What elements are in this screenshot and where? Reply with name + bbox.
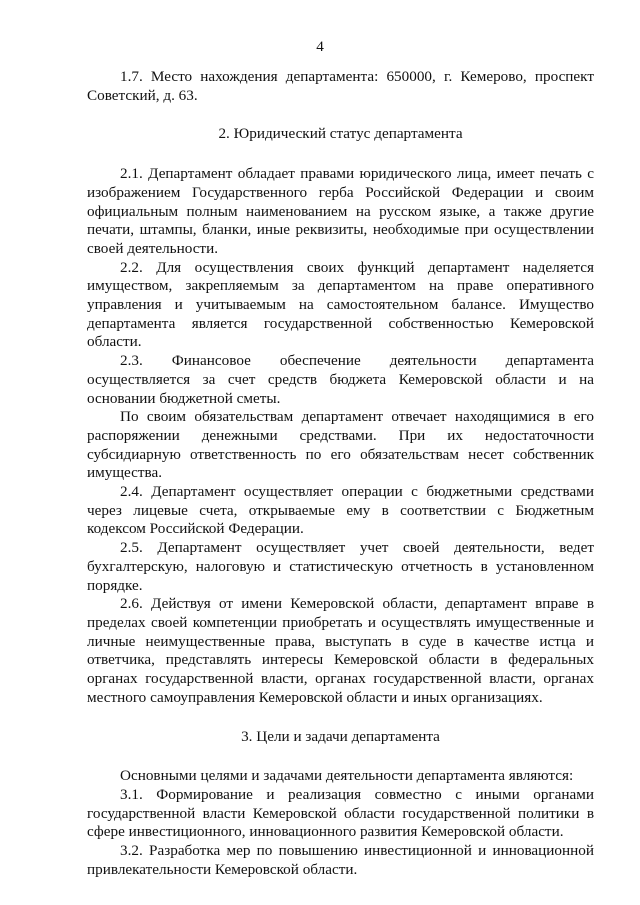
paragraph-2-3: 2.3. Финансовое обеспечение деятельности департамента осуществляется за счет средств бюджета Кемеровской области и на основании бюджетной сметы. xyxy=(87,352,594,407)
paragraph-2-2: 2.2. Для осуществления своих функций департамент наделяется имуществом, закрепляемым за департаментом на праве оперативного управления и учитываемым на самостоятельном балансе. Имущество департамента является государственной собственностью Кемеровской области. xyxy=(87,258,594,351)
section-2-heading: 2. Юридический статус департамента xyxy=(218,125,463,143)
section-3-heading: 3. Цели и задачи департамента xyxy=(241,727,440,745)
paragraph-1-7: 1.7. Место нахождения департамента: 650000, г. Кемерово, проспект Советский, д. 63. xyxy=(87,68,594,104)
paragraph-3-2: 3.2. Разработка мер по повышению инвестиционной и инновационной привлекательности Кемеровской области. xyxy=(87,842,594,878)
paragraph-2-4: 2.4. Департамент осуществляет операции с бюджетными средствами через лицевые счета, открываемые ему в соответствии с Бюджетным кодексом Российской Федерации. xyxy=(87,483,594,538)
page-number: 4 xyxy=(316,38,324,55)
paragraph-2-3-liability: По своим обязательствам департамент отвечает находящимися в его распоряжении денежными средствами. При их недостаточности субсидиарную ответственность по его обязательствам несет собственник имущества. xyxy=(87,408,594,482)
paragraph-3-intro: Основными целями и задачами деятельности департамента являются: xyxy=(120,767,574,785)
paragraph-2-1: 2.1. Департамент обладает правами юридического лица, имеет печать с изображением Государственного герба Российской Федерации и своим официальным полным наименованием на русском языке, а также другие печати, штампы, бланки, иные реквизиты, необходимые при осуществлении своей деятельности. xyxy=(87,165,594,257)
document-body xyxy=(87,68,594,879)
paragraph-3-1: 3.1. Формирование и реализация совместно с иными органами государственной власти Кемеровской области государственной политики в сфере инвестиционного, инновационного развития Кемеровской области. xyxy=(87,785,594,841)
paragraph-2-5: 2.5. Департамент осуществляет учет своей деятельности, ведет бухгалтерскую, налоговую и статистическую отчетность в установленном порядке. xyxy=(87,539,594,594)
paragraph-2-6: 2.6. Действуя от имени Кемеровской области, департамент вправе в пределах своей компетенции приобретать и осуществлять имущественные и личные неимущественные права, выступать в суде в качестве истца и ответчика, представлять интересы Кемеровской области в федеральных органах государственной власти, органах государственной власти, органах местного самоуправления Кемеровской области и иных организациях. xyxy=(87,595,594,706)
